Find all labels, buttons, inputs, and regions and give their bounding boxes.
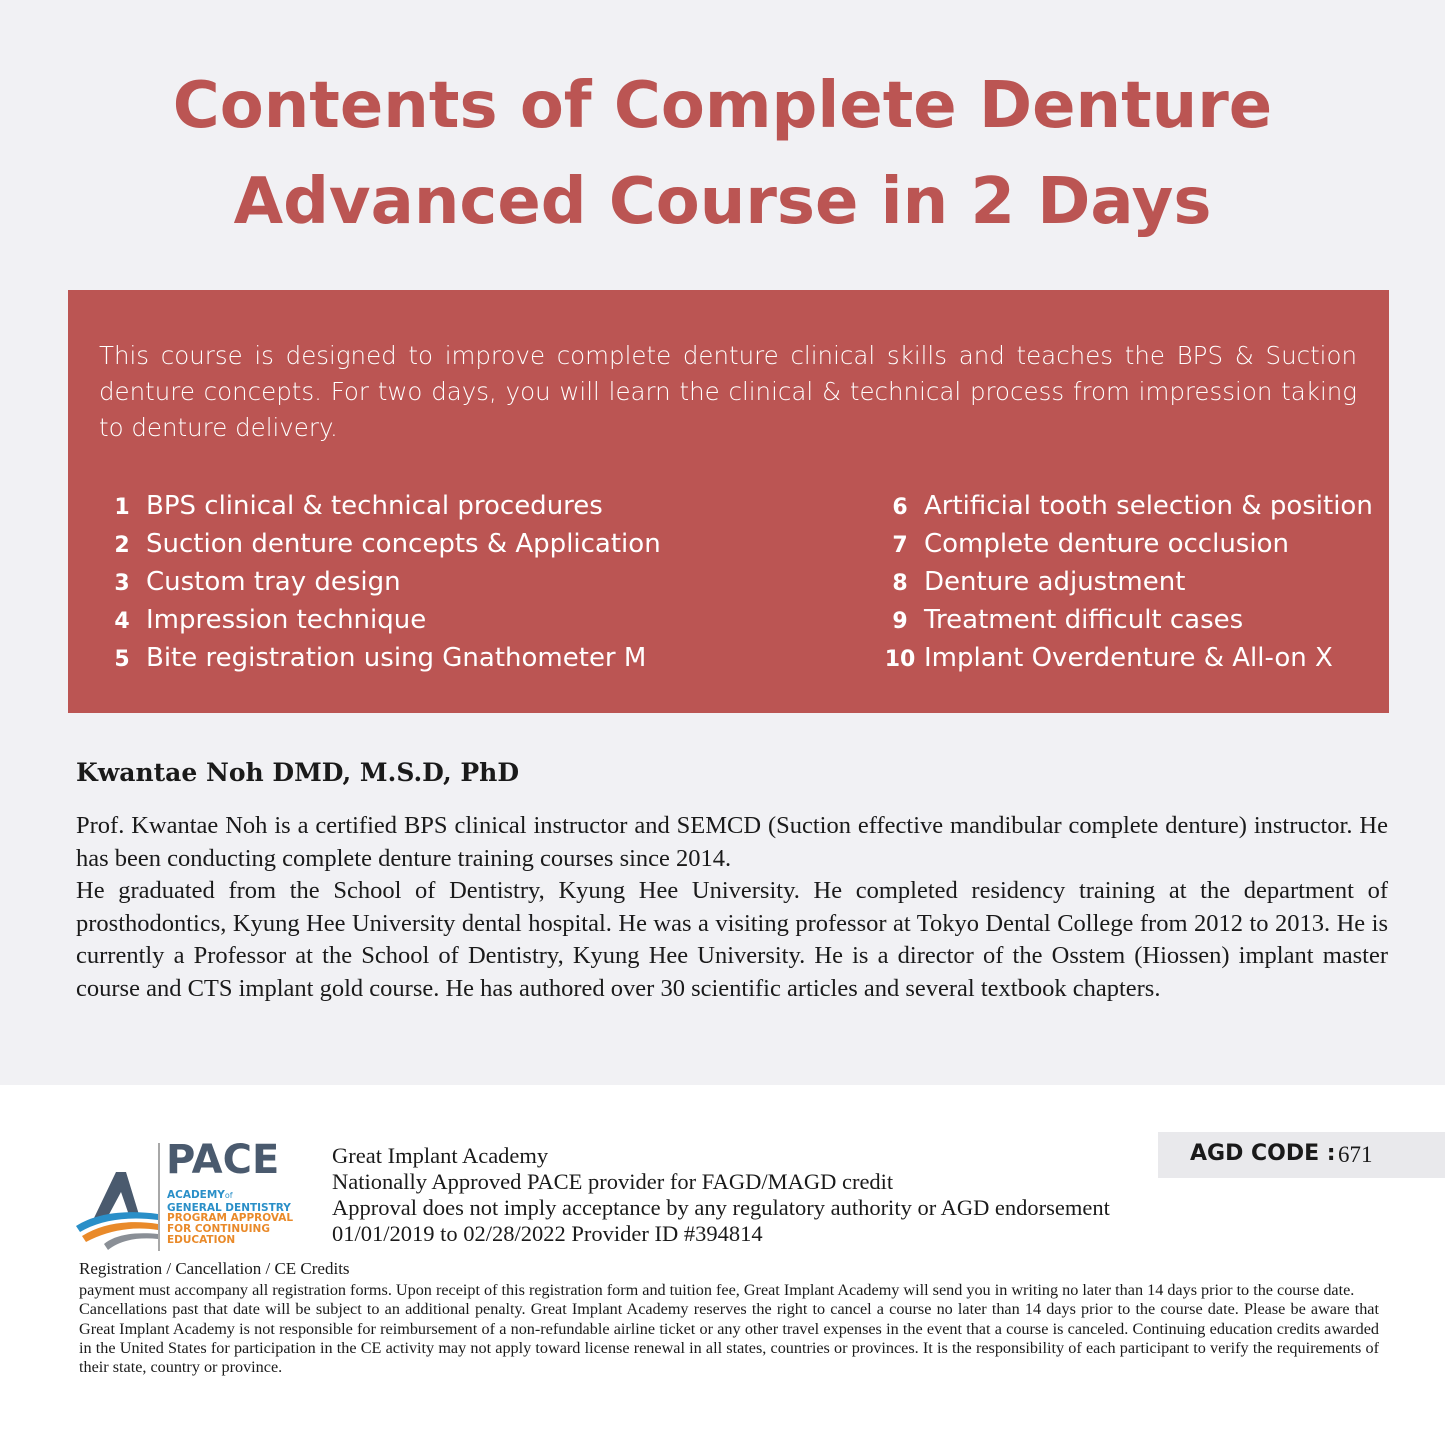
bio-paragraph: Prof. Kwantae Noh is a certified BPS clinical instructor and SEMCD (Suction effective mandibular complete denture) instructor. He has been conducting complete denture training courses since 2014. [76, 812, 1388, 872]
agd-code-value: 671 [1338, 1142, 1373, 1167]
topic-label: Impression technique [146, 605, 427, 635]
topic-number: 6 [892, 495, 908, 520]
course-contents-box [68, 290, 1389, 713]
topic-number: 1 [114, 495, 130, 520]
list-item [876, 640, 1373, 678]
pace-a-logo-icon [76, 1140, 158, 1255]
registration-text [79, 1281, 1379, 1377]
author-name: Kwantae Noh DMD, M.S.D, PhD [76, 758, 520, 787]
topic-label: Custom tray design [146, 567, 401, 597]
list-item [876, 488, 1373, 526]
topic-label: Bite registration using Gnathometer M [146, 643, 647, 673]
topic-label: Complete denture occlusion [924, 529, 1289, 559]
registration-paragraph: payment must accompany all registration forms. Upon receipt of this registration form and tuition fee, Great Implant Academy will send you in writing no later than 14 days prior to the course date. [79, 1281, 1355, 1299]
topics-list-left [98, 488, 661, 678]
pace-logo-divider [158, 1143, 160, 1251]
provider-disclaimer: Approval does not imply acceptance by any regulatory authority or AGD endorsement [332, 1195, 1110, 1220]
agd-code-box [1158, 1132, 1445, 1178]
registration-title: Registration / Cancellation / CE Credits [79, 1259, 350, 1278]
topic-label: Denture adjustment [924, 567, 1186, 597]
topic-number: 2 [114, 533, 130, 558]
topic-label: Artificial tooth selection & position [924, 491, 1373, 521]
list-item [98, 602, 661, 640]
topic-label: Treatment difficult cases [924, 605, 1244, 635]
provider-info [332, 1143, 1110, 1247]
provider-approval: Nationally Approved PACE provider for FAGD/MAGD credit [332, 1169, 894, 1194]
list-item [98, 564, 661, 602]
provider-name: Great Implant Academy [332, 1143, 549, 1168]
topics-list-right [876, 488, 1373, 678]
list-item [876, 602, 1373, 640]
topic-number: 10 [884, 647, 916, 672]
page-title [0, 58, 1445, 250]
registration-paragraph: Cancellations past that date will be subject to an additional penalty. Great Implant Academy reserves the right to cancel a course no later than 14 days prior to the course date. Please be aware that Great Implant Academy is not responsible for reimbursement of a non-refundable airline ticket or any other travel expenses in the event that a course is canceled. Continuing education credits awarded in the United States for participation in the CE activity may not apply toward license renewal in all states, countries or provinces. It is the responsibility of each participant to verify the requirements of their state, country or province. [79, 1300, 1379, 1377]
bio-paragraph: He graduated from the School of Dentistry, Kyung Hee University. He completed residency training at the department of prosthodontics, Kyung Hee University dental hospital. He was a visiting professor at Tokyo Dental College from 2012 to 2013. He is currently a Professor at the School of Dentistry, Kyung Hee University. He is a director of the Osstem (Hiossen) implant master course and CTS implant gold course. He has authored over 30 scientific articles and several textbook chapters. [76, 877, 1388, 1002]
course-intro: This course is designed to improve complete denture clinical skills and teaches the BPS & Suction denture concepts. For two days, you will learn the clinical & technical process from impression taking to denture delivery. [99, 341, 1357, 442]
provider-dates: 01/01/2019 to 02/28/2022 Provider ID #394814 [332, 1221, 763, 1246]
author-bio [76, 810, 1388, 1006]
pace-logo-word: PACE [166, 1137, 280, 1183]
topic-number: 7 [892, 533, 908, 558]
list-item [876, 564, 1373, 602]
list-item [98, 526, 661, 564]
title-line-1: Contents of Complete Denture [172, 69, 1273, 143]
list-item [876, 526, 1373, 564]
topic-label: Implant Overdenture & All-on X [924, 643, 1333, 673]
list-item [98, 488, 661, 526]
topic-number: 4 [114, 609, 130, 634]
topic-number: 9 [892, 609, 908, 634]
topic-number: 8 [892, 571, 908, 596]
pace-logo [76, 1137, 316, 1255]
topic-number: 5 [114, 647, 130, 672]
title-line-2: Advanced Course in 2 Days [233, 165, 1212, 239]
pace-logo-academy: ACADEMYof GENERAL DENTISTRY [167, 1189, 291, 1214]
pace-logo-program: PROGRAM APPROVAL FOR CONTINUING EDUCATION [167, 1212, 294, 1246]
topic-number: 3 [114, 571, 130, 596]
agd-code-label: AGD CODE : [1190, 1141, 1336, 1166]
topic-label: Suction denture concepts & Application [146, 529, 661, 559]
list-item [98, 640, 661, 678]
topic-label: BPS clinical & technical procedures [146, 491, 603, 521]
